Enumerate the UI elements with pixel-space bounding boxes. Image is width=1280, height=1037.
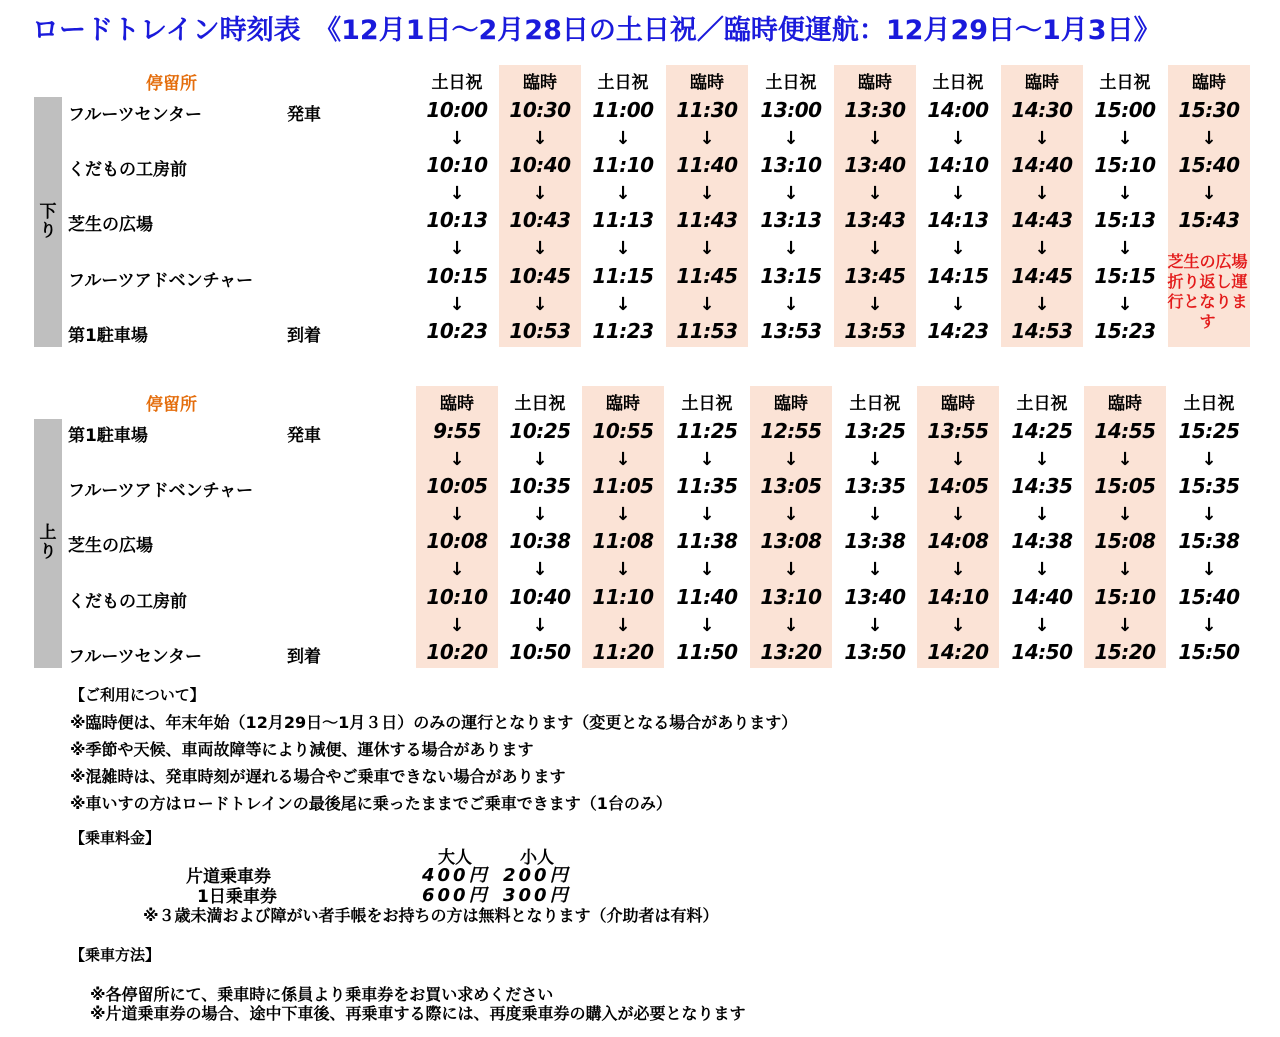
down-arrow-icon: ↓ [1034,128,1050,149]
departure-time: 10:23 [426,319,488,343]
departure-time: 14:35 [1011,474,1073,498]
down-arrow-icon: ↓ [615,504,631,525]
down-arrow-icon: ↓ [950,559,966,580]
departure-time: 11:10 [592,585,654,609]
departure-time: 15:38 [1178,529,1240,553]
down-arrow-icon: ↓ [1201,559,1217,580]
stop-name: フルーツセンター [68,105,202,125]
service-type-header: 臨時 [1108,394,1142,414]
departure-time: 10:38 [509,529,571,553]
departure-time: 9:55 [433,419,481,443]
departure-time: 15:15 [1094,264,1156,288]
down-arrow-icon: ↓ [1201,128,1217,149]
departure-time: 10:40 [509,585,571,609]
down-arrow-icon: ↓ [615,128,631,149]
usage-line: ※臨時便は、年末年始（12月29日～1月３日）のみの運行となります（変更となる場合があります） [70,713,798,732]
service-type-header: 臨時 [858,73,892,93]
down-arrow-icon: ↓ [699,449,715,470]
departure-time: 11:08 [592,529,654,553]
departure-time: 10:10 [426,585,488,609]
down-arrow-icon: ↓ [699,128,715,149]
depart-label: 発車 [287,105,321,125]
down-arrow-icon: ↓ [1034,504,1050,525]
departure-time: 14:38 [1011,529,1073,553]
departure-time: 11:50 [676,640,738,664]
stop-name: 第1駐車場 [68,326,148,346]
departure-time: 13:53 [760,319,822,343]
departure-time: 10:45 [509,264,571,288]
departure-time: 15:13 [1094,208,1156,232]
fare-row-label: 片道乗車券 [186,867,271,887]
departure-time: 14:53 [1011,319,1073,343]
down-arrow-icon: ↓ [783,615,799,636]
departure-time: 13:40 [844,153,906,177]
down-arrow-icon: ↓ [1034,294,1050,315]
depart-label: 発車 [287,426,321,446]
departure-time: 10:25 [509,419,571,443]
departure-time: 14:43 [1011,208,1073,232]
down-arrow-icon: ↓ [449,559,465,580]
down-arrow-icon: ↓ [699,183,715,204]
down-arrow-icon: ↓ [1201,449,1217,470]
departure-time: 11:30 [676,98,738,122]
down-arrow-icon: ↓ [449,183,465,204]
down-arrow-icon: ↓ [449,504,465,525]
departure-time: 14:15 [927,264,989,288]
departure-time: 10:10 [426,153,488,177]
down-arrow-icon: ↓ [532,615,548,636]
service-type-header: 臨時 [1192,73,1226,93]
departure-time: 10:08 [426,529,488,553]
departure-time: 15:25 [1178,419,1240,443]
departure-time: 10:00 [426,98,488,122]
service-type-header: 臨時 [1025,73,1059,93]
stop-name: 芝生の広場 [68,536,153,556]
down-arrow-icon: ↓ [1117,559,1133,580]
direction-label-up [34,524,62,562]
departure-time: 14:50 [1011,640,1073,664]
down-arrow-icon: ↓ [1117,128,1133,149]
method-heading: 【乗車方法】 [70,946,161,964]
departure-time: 13:35 [844,474,906,498]
fare-child-label: 小人 [520,848,554,868]
stop-name: フルーツアドベンチャー [68,271,254,291]
fare-child-value: 300円 [503,885,571,906]
departure-time: 11:10 [592,153,654,177]
departure-time: 11:45 [676,264,738,288]
service-type-header: 土日祝 [1183,394,1235,414]
departure-time: 15:20 [1094,640,1156,664]
down-arrow-icon: ↓ [1117,504,1133,525]
departure-time: 13:10 [760,153,822,177]
method-line: ※片道乗車券の場合、途中下車後、再乗車する際には、再度乗車券の購入が必要となります [90,1004,746,1023]
stop-name: くだもの工房前 [68,592,187,612]
departure-time: 10:35 [509,474,571,498]
down-arrow-icon: ↓ [1034,615,1050,636]
departure-time: 15:00 [1094,98,1156,122]
departure-time: 14:00 [927,98,989,122]
down-arrow-icon: ↓ [532,183,548,204]
down-arrow-icon: ↓ [950,128,966,149]
departure-time: 14:10 [927,153,989,177]
departure-time: 15:43 [1178,208,1240,232]
down-arrow-icon: ↓ [867,615,883,636]
departure-time: 13:55 [927,419,989,443]
departure-time: 14:30 [1011,98,1073,122]
departure-time: 14:20 [927,640,989,664]
down-arrow-icon: ↓ [1117,294,1133,315]
page-title: ロードトレイン時刻表 《12月1日～2月28日の土日祝／臨時便運航：12月29日～1月3日》 [32,15,1161,46]
departure-time: 10:55 [592,419,654,443]
departure-time: 10:53 [509,319,571,343]
usage-line: ※混雑時は、発車時刻が遅れる場合やご乗車できない場合があります [70,767,566,786]
departure-time: 13:43 [844,208,906,232]
down-arrow-icon: ↓ [950,449,966,470]
down-arrow-icon: ↓ [950,183,966,204]
down-arrow-icon: ↓ [1034,449,1050,470]
service-type-header: 土日祝 [431,73,483,93]
service-type-header: 土日祝 [849,394,901,414]
stop-name: フルーツセンター [68,647,202,667]
down-arrow-icon: ↓ [615,615,631,636]
down-arrow-icon: ↓ [950,238,966,259]
down-arrow-icon: ↓ [867,238,883,259]
departure-time: 14:55 [1094,419,1156,443]
down-arrow-icon: ↓ [699,504,715,525]
service-type-header: 土日祝 [1099,73,1151,93]
departure-time: 15:40 [1178,585,1240,609]
down-arrow-icon: ↓ [449,615,465,636]
down-arrow-icon: ↓ [950,504,966,525]
departure-time: 10:43 [509,208,571,232]
down-arrow-icon: ↓ [532,238,548,259]
down-arrow-icon: ↓ [615,559,631,580]
down-arrow-icon: ↓ [699,559,715,580]
departure-time: 13:53 [844,319,906,343]
down-arrow-icon: ↓ [1117,449,1133,470]
arrive-label: 到着 [287,326,321,346]
down-arrow-icon: ↓ [699,294,715,315]
down-arrow-icon: ↓ [783,238,799,259]
departure-time: 15:10 [1094,585,1156,609]
down-arrow-icon: ↓ [1117,183,1133,204]
departure-time: 13:45 [844,264,906,288]
service-type-header: 土日祝 [597,73,649,93]
stop-column-header: 停留所 [146,395,197,415]
departure-time: 14:05 [927,474,989,498]
down-arrow-icon: ↓ [1034,559,1050,580]
down-arrow-icon: ↓ [867,449,883,470]
down-arrow-icon: ↓ [532,559,548,580]
method-line: ※各停留所にて、乗車時に係員より乗車券をお買い求めください [90,985,554,1004]
fare-heading: 【乗車料金】 [70,829,161,847]
down-arrow-icon: ↓ [783,559,799,580]
down-arrow-icon: ↓ [615,294,631,315]
turnaround-note: 芝生の広場折り返し運行となります [1167,252,1248,331]
departure-time: 14:10 [927,585,989,609]
service-type-header: 土日祝 [1016,394,1068,414]
service-type-header: 土日祝 [514,394,566,414]
fare-child-value: 200円 [503,865,571,886]
down-arrow-icon: ↓ [783,449,799,470]
departure-time: 13:00 [760,98,822,122]
stop-name: 第1駐車場 [68,426,148,446]
service-type-header: 臨時 [523,73,557,93]
departure-time: 13:13 [760,208,822,232]
departure-time: 11:40 [676,585,738,609]
fare-note: ※３歳未満および障がい者手帳をお持ちの方は無料となります（介助者は有料） [143,906,719,925]
service-type-header: 臨時 [690,73,724,93]
departure-time: 13:25 [844,419,906,443]
departure-time: 15:10 [1094,153,1156,177]
service-type-header: 土日祝 [681,394,733,414]
down-arrow-icon: ↓ [783,504,799,525]
down-arrow-icon: ↓ [699,615,715,636]
departure-time: 10:40 [509,153,571,177]
stop-column-header: 停留所 [146,74,197,94]
departure-time: 13:38 [844,529,906,553]
down-arrow-icon: ↓ [1034,183,1050,204]
down-arrow-icon: ↓ [449,238,465,259]
departure-time: 15:08 [1094,529,1156,553]
down-arrow-icon: ↓ [449,128,465,149]
down-arrow-icon: ↓ [615,449,631,470]
departure-time: 11:40 [676,153,738,177]
departure-time: 11:23 [592,319,654,343]
departure-time: 14:25 [1011,419,1073,443]
departure-time: 10:50 [509,640,571,664]
down-arrow-icon: ↓ [867,128,883,149]
down-arrow-icon: ↓ [532,504,548,525]
down-arrow-icon: ↓ [449,294,465,315]
departure-time: 13:20 [760,640,822,664]
down-arrow-icon: ↓ [867,559,883,580]
down-arrow-icon: ↓ [1117,615,1133,636]
departure-time: 14:40 [1011,153,1073,177]
departure-time: 13:10 [760,585,822,609]
departure-time: 13:08 [760,529,822,553]
departure-time: 13:15 [760,264,822,288]
departure-time: 11:35 [676,474,738,498]
usage-line: ※季節や天候、車両故障等により減便、運休する場合があります [70,740,534,759]
departure-time: 11:53 [676,319,738,343]
departure-time: 14:08 [927,529,989,553]
down-arrow-icon: ↓ [1201,504,1217,525]
direction-text-down: 下り [39,202,57,241]
departure-time: 11:15 [592,264,654,288]
down-arrow-icon: ↓ [1201,615,1217,636]
down-arrow-icon: ↓ [1201,183,1217,204]
stop-name: フルーツアドベンチャー [68,481,254,501]
departure-time: 11:00 [592,98,654,122]
stop-name: くだもの工房前 [68,160,187,180]
departure-time: 15:50 [1178,640,1240,664]
departure-time: 15:23 [1094,319,1156,343]
service-type-header: 土日祝 [932,73,984,93]
down-arrow-icon: ↓ [1117,238,1133,259]
departure-time: 10:05 [426,474,488,498]
departure-time: 11:20 [592,640,654,664]
down-arrow-icon: ↓ [950,294,966,315]
departure-time: 15:05 [1094,474,1156,498]
down-arrow-icon: ↓ [532,294,548,315]
departure-time: 10:30 [509,98,571,122]
down-arrow-icon: ↓ [615,183,631,204]
usage-heading: 【ご利用について】 [70,686,205,704]
down-arrow-icon: ↓ [615,238,631,259]
down-arrow-icon: ↓ [1034,238,1050,259]
departure-time: 15:40 [1178,153,1240,177]
down-arrow-icon: ↓ [449,449,465,470]
departure-time: 13:05 [760,474,822,498]
service-type-header: 臨時 [774,394,808,414]
fare-row-label: 1日乗車券 [197,887,277,907]
departure-time: 10:20 [426,640,488,664]
down-arrow-icon: ↓ [783,183,799,204]
down-arrow-icon: ↓ [867,504,883,525]
service-type-header: 土日祝 [765,73,817,93]
departure-time: 10:13 [426,208,488,232]
down-arrow-icon: ↓ [867,183,883,204]
departure-time: 11:05 [592,474,654,498]
down-arrow-icon: ↓ [532,449,548,470]
down-arrow-icon: ↓ [867,294,883,315]
down-arrow-icon: ↓ [783,128,799,149]
departure-time: 13:50 [844,640,906,664]
service-type-header: 臨時 [440,394,474,414]
departure-time: 14:40 [1011,585,1073,609]
departure-time: 11:43 [676,208,738,232]
departure-time: 11:25 [676,419,738,443]
arrive-label: 到着 [287,647,321,667]
service-type-header: 臨時 [941,394,975,414]
stop-name: 芝生の広場 [68,215,153,235]
service-type-header: 臨時 [606,394,640,414]
departure-time: 13:40 [844,585,906,609]
down-arrow-icon: ↓ [783,294,799,315]
down-arrow-icon: ↓ [532,128,548,149]
down-arrow-icon: ↓ [699,238,715,259]
departure-time: 13:30 [844,98,906,122]
departure-time: 15:30 [1178,98,1240,122]
down-arrow-icon: ↓ [950,615,966,636]
departure-time: 10:15 [426,264,488,288]
departure-time: 11:38 [676,529,738,553]
departure-time: 11:13 [592,208,654,232]
usage-line: ※車いすの方はロードトレインの最後尾に乗ったままでご乗車できます（1台のみ） [70,794,672,813]
fare-adult-value: 600円 [422,885,490,906]
departure-time: 14:13 [927,208,989,232]
departure-time: 14:45 [1011,264,1073,288]
direction-text-up: 上り [39,523,57,562]
departure-time: 12:55 [760,419,822,443]
departure-time: 14:23 [927,319,989,343]
fare-adult-label: 大人 [438,848,472,868]
fare-adult-value: 400円 [422,865,490,886]
departure-time: 15:35 [1178,474,1240,498]
